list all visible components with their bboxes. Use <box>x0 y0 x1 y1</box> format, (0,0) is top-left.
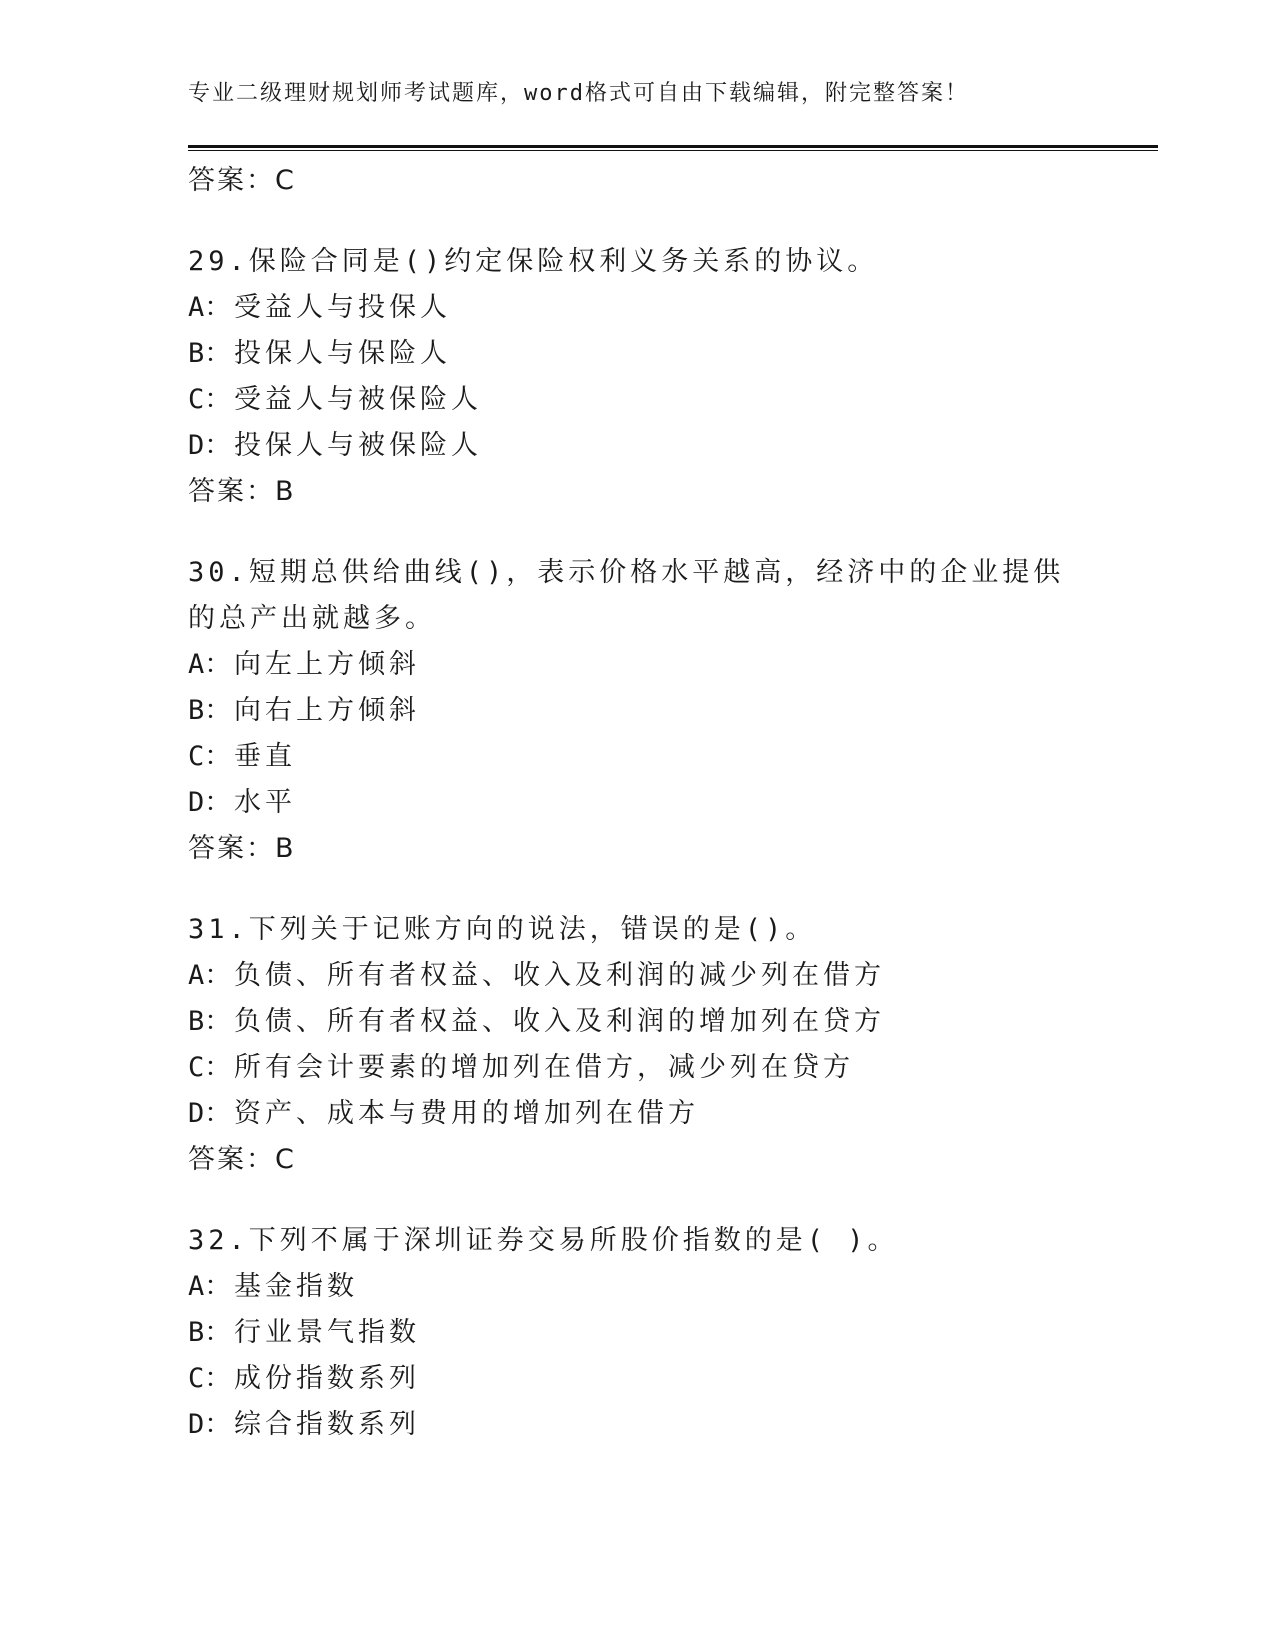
option-key: A： <box>188 292 232 323</box>
answer-label: 答案：C <box>188 165 296 196</box>
option-b <box>188 331 1158 377</box>
header-rule-thick <box>188 145 1158 148</box>
option-d <box>188 423 1158 469</box>
option-key: D： <box>188 430 232 461</box>
option-key: B： <box>188 1317 232 1348</box>
option-c <box>188 1356 1158 1402</box>
option-key: C： <box>188 741 232 772</box>
option-a <box>188 285 1158 331</box>
option-b <box>188 999 1158 1045</box>
option-key: C： <box>188 1052 232 1083</box>
answer-label: 答案：B <box>188 833 296 864</box>
option-text: 资产、成本与费用的增加列在借方 <box>234 1098 699 1129</box>
answer-label: 答案：B <box>188 476 296 507</box>
option-c <box>188 1045 1158 1091</box>
header-rule-thin <box>188 150 1158 151</box>
option-a <box>188 953 1158 999</box>
option-c <box>188 734 1158 780</box>
option-text: 投保人与被保险人 <box>234 430 482 461</box>
question-list <box>188 158 1158 1448</box>
option-key: C： <box>188 384 232 415</box>
option-text: 负债、所有者权益、收入及利润的减少列在借方 <box>234 960 885 991</box>
option-a <box>188 642 1158 688</box>
question-stem: 30.短期总供给曲线()，表示价格水平越高，经济中的企业提供的总产出就越多。 <box>188 557 1065 634</box>
option-key: A： <box>188 1271 232 1302</box>
option-key: B： <box>188 695 232 726</box>
question-stem: 32.下列不属于深圳证券交易所股价指数的是( )。 <box>188 1225 899 1256</box>
option-key: A： <box>188 960 232 991</box>
option-key: C： <box>188 1363 232 1394</box>
question-stem: 29.保险合同是()约定保险权利义务关系的协议。 <box>188 246 879 277</box>
option-key: B： <box>188 338 232 369</box>
question-29 <box>188 239 1158 515</box>
option-text: 垂直 <box>234 741 296 772</box>
option-text: 水平 <box>234 787 296 818</box>
option-text: 受益人与投保人 <box>234 292 451 323</box>
option-text: 向左上方倾斜 <box>234 649 420 680</box>
option-d <box>188 1402 1158 1448</box>
option-text: 基金指数 <box>234 1271 358 1302</box>
option-key: A： <box>188 649 232 680</box>
option-text: 行业景气指数 <box>234 1317 420 1348</box>
option-text: 所有会计要素的增加列在借方，减少列在贷方 <box>234 1052 854 1083</box>
option-a <box>188 1264 1158 1310</box>
question-32 <box>188 1218 1158 1448</box>
question-stem: 31.下列关于记账方向的说法，错误的是()。 <box>188 914 817 945</box>
answer-label: 答案：C <box>188 1144 296 1175</box>
option-key: B： <box>188 1006 232 1037</box>
option-key: D： <box>188 1098 232 1129</box>
option-d <box>188 780 1158 826</box>
option-b <box>188 688 1158 734</box>
option-text: 综合指数系列 <box>234 1409 420 1440</box>
option-text: 受益人与被保险人 <box>234 384 482 415</box>
page-header: 专业二级理财规划师考试题库，word格式可自由下载编辑，附完整答案！ <box>188 81 969 106</box>
option-key: D： <box>188 787 232 818</box>
option-text: 投保人与保险人 <box>234 338 451 369</box>
question-31 <box>188 907 1158 1183</box>
option-key: D： <box>188 1409 232 1440</box>
option-text: 负债、所有者权益、收入及利润的增加列在贷方 <box>234 1006 885 1037</box>
option-text: 向右上方倾斜 <box>234 695 420 726</box>
option-c <box>188 377 1158 423</box>
option-b <box>188 1310 1158 1356</box>
option-d <box>188 1091 1158 1137</box>
option-text: 成份指数系列 <box>234 1363 420 1394</box>
question-30 <box>188 550 1158 872</box>
